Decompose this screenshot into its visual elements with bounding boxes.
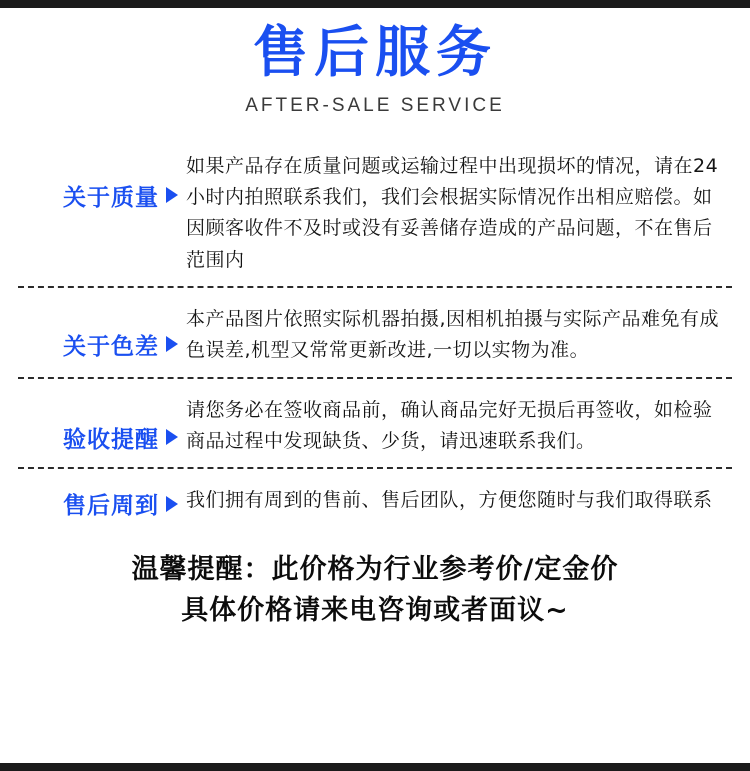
section-color-label: 关于色差 [63, 333, 159, 360]
section-color-label-wrap [18, 304, 186, 361]
section-service-text: 我们拥有周到的售前、售后团队，方便您随时与我们取得联系 [186, 489, 713, 512]
section-color-text: 本产品图片依照实际机器拍摄,因相机拍摄与实际产品难免有成色误差,机型又常常更新改进,一切以实物为准。 [186, 307, 720, 362]
section-service-label: 售后周到 [63, 493, 159, 520]
section-color [18, 286, 732, 377]
section-quality [18, 145, 732, 286]
section-acceptance-label: 验收提醒 [63, 426, 159, 453]
section-acceptance [18, 377, 732, 468]
section-service-label-wrap [18, 485, 186, 520]
footer-line-2: 具体价格请来电咨询或者面议~ [181, 594, 569, 626]
arrow-right-icon [166, 187, 178, 203]
section-service [18, 467, 732, 530]
page-title: 售后服务 [252, 20, 497, 84]
section-acceptance-label-wrap [18, 395, 186, 454]
page-header [0, 0, 750, 117]
top-divider-bar [0, 0, 750, 8]
arrow-right-icon [166, 496, 178, 512]
page-subtitle: AFTER-SALE SERVICE [245, 94, 505, 116]
sections-list [0, 145, 750, 531]
section-acceptance-text: 请您务必在签收商品前，确认商品完好无损后再签收，如检验商品过程中发现缺货、少货，请迅速联系我们。 [186, 398, 713, 452]
section-quality-text: 如果产品存在质量问题或运输过程中出现损坏的情况，请在24小时内拍照联系我们，我们会根据实际情况作出相应赔偿。如因顾客收件不及时或没有妥善储存造成的产品问题，不在售后范围内 [186, 154, 719, 271]
bottom-divider-bar [0, 763, 750, 771]
footer-note [0, 550, 750, 631]
section-quality-label: 关于质量 [63, 184, 159, 211]
footer-line-1: 温馨提醒：此价格为行业参考价/定金价 [131, 554, 619, 586]
arrow-right-icon [166, 336, 178, 352]
section-quality-label-wrap [18, 151, 186, 212]
arrow-right-icon [166, 429, 178, 445]
